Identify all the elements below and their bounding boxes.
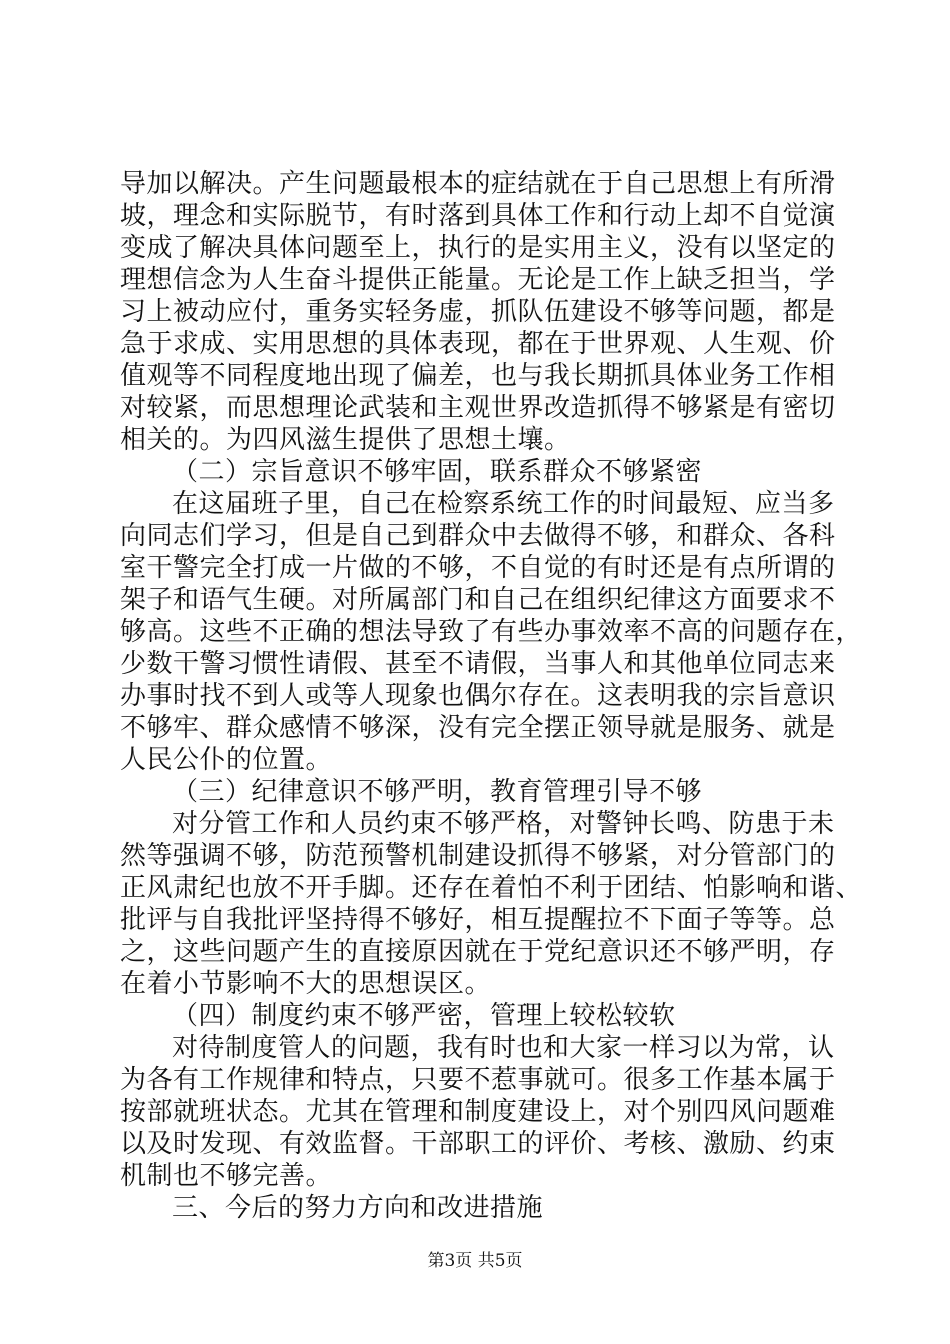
- body-line: 理想信念为人生奋斗提供正能量。无论是工作上缺乏担当，学: [120, 265, 836, 295]
- page-number: 第3页 共5页: [427, 1251, 523, 1271]
- body-line: 架子和语气生硬。对所属部门和自己在组织纪律这方面要求不: [120, 585, 836, 615]
- body-line: 在着小节影响不大的思想误区。: [120, 969, 492, 999]
- body-line: 室干警完全打成一片做的不够，不自觉的有时还是有点所谓的: [120, 553, 836, 583]
- body-line: 坡，理念和实际脱节，有时落到具体工作和行动上却不自觉演: [120, 201, 836, 231]
- body-line: 正风肃纪也放不开手脚。还存在着怕不利于团结、怕影响和谐、: [120, 873, 863, 903]
- body-line: 然等强调不够，防范预警机制建设抓得不够紧，对分管部门的: [120, 841, 836, 871]
- body-line: 以及时发现、有效监督。干部职工的评价、考核、激励、约束: [120, 1129, 836, 1159]
- body-line: 在这届班子里，自己在检察系统工作的时间最短、应当多: [172, 489, 835, 519]
- body-line: 人民公仆的位置。: [120, 745, 333, 775]
- body-line: 机制也不够完善。: [120, 1161, 333, 1191]
- body-line: 批评与自我批评坚持得不够好，相互提醒拉不下面子等等。总: [120, 905, 836, 935]
- body-line: 够高。这些不正确的想法导致了有些办事效率不高的问题存在，: [120, 617, 863, 647]
- body-line: 对较紧，而思想理论武装和主观世界改造抓得不够紧是有密切: [120, 393, 836, 423]
- body-line: 向同志们学习，但是自己到群众中去做得不够，和群众、各科: [120, 521, 836, 551]
- body-line: 对分管工作和人员约束不够严格，对警钟长鸣、防患于未: [172, 809, 835, 839]
- body-line: 相关的。为四风滋生提供了思想土壤。: [120, 425, 571, 455]
- document-body: [120, 168, 863, 1224]
- section-heading: 三、今后的努力方向和改进措施: [172, 1193, 544, 1223]
- body-line: 不够牢、群众感情不够深，没有完全摆正领导就是服务、就是: [120, 713, 836, 743]
- body-line: 变成了解决具体问题至上，执行的是实用主义，没有以坚定的: [120, 233, 836, 263]
- body-line: 为各有工作规律和特点，只要不惹事就可。很多工作基本属于: [120, 1065, 836, 1095]
- section-heading: （三）纪律意识不够严明，教育管理引导不够: [172, 777, 703, 807]
- body-line: 办事时找不到人或等人现象也偶尔存在。这表明我的宗旨意识: [120, 681, 836, 711]
- body-line: 少数干警习惯性请假、甚至不请假，当事人和其他单位同志来: [120, 649, 836, 679]
- body-line: 对待制度管人的问题，我有时也和大家一样习以为常，认: [172, 1033, 835, 1063]
- body-line: 习上被动应付，重务实轻务虚，抓队伍建设不够等问题，都是: [120, 297, 836, 327]
- body-line: 导加以解决。产生问题最根本的症结就在于自己思想上有所滑: [120, 169, 836, 199]
- body-line: 急于求成、实用思想的具体表现，都在于世界观、人生观、价: [120, 329, 836, 359]
- section-heading: （二）宗旨意识不够牢固，联系群众不够紧密: [172, 457, 703, 487]
- body-line: 之，这些问题产生的直接原因就在于党纪意识还不够严明，存: [120, 937, 836, 967]
- body-line: 值观等不同程度地出现了偏差，也与我长期抓具体业务工作相: [120, 361, 836, 391]
- section-heading: （四）制度约束不够严密，管理上较松较软: [172, 1001, 676, 1031]
- body-line: 按部就班状态。尤其在管理和制度建设上，对个别四风问题难: [120, 1097, 836, 1127]
